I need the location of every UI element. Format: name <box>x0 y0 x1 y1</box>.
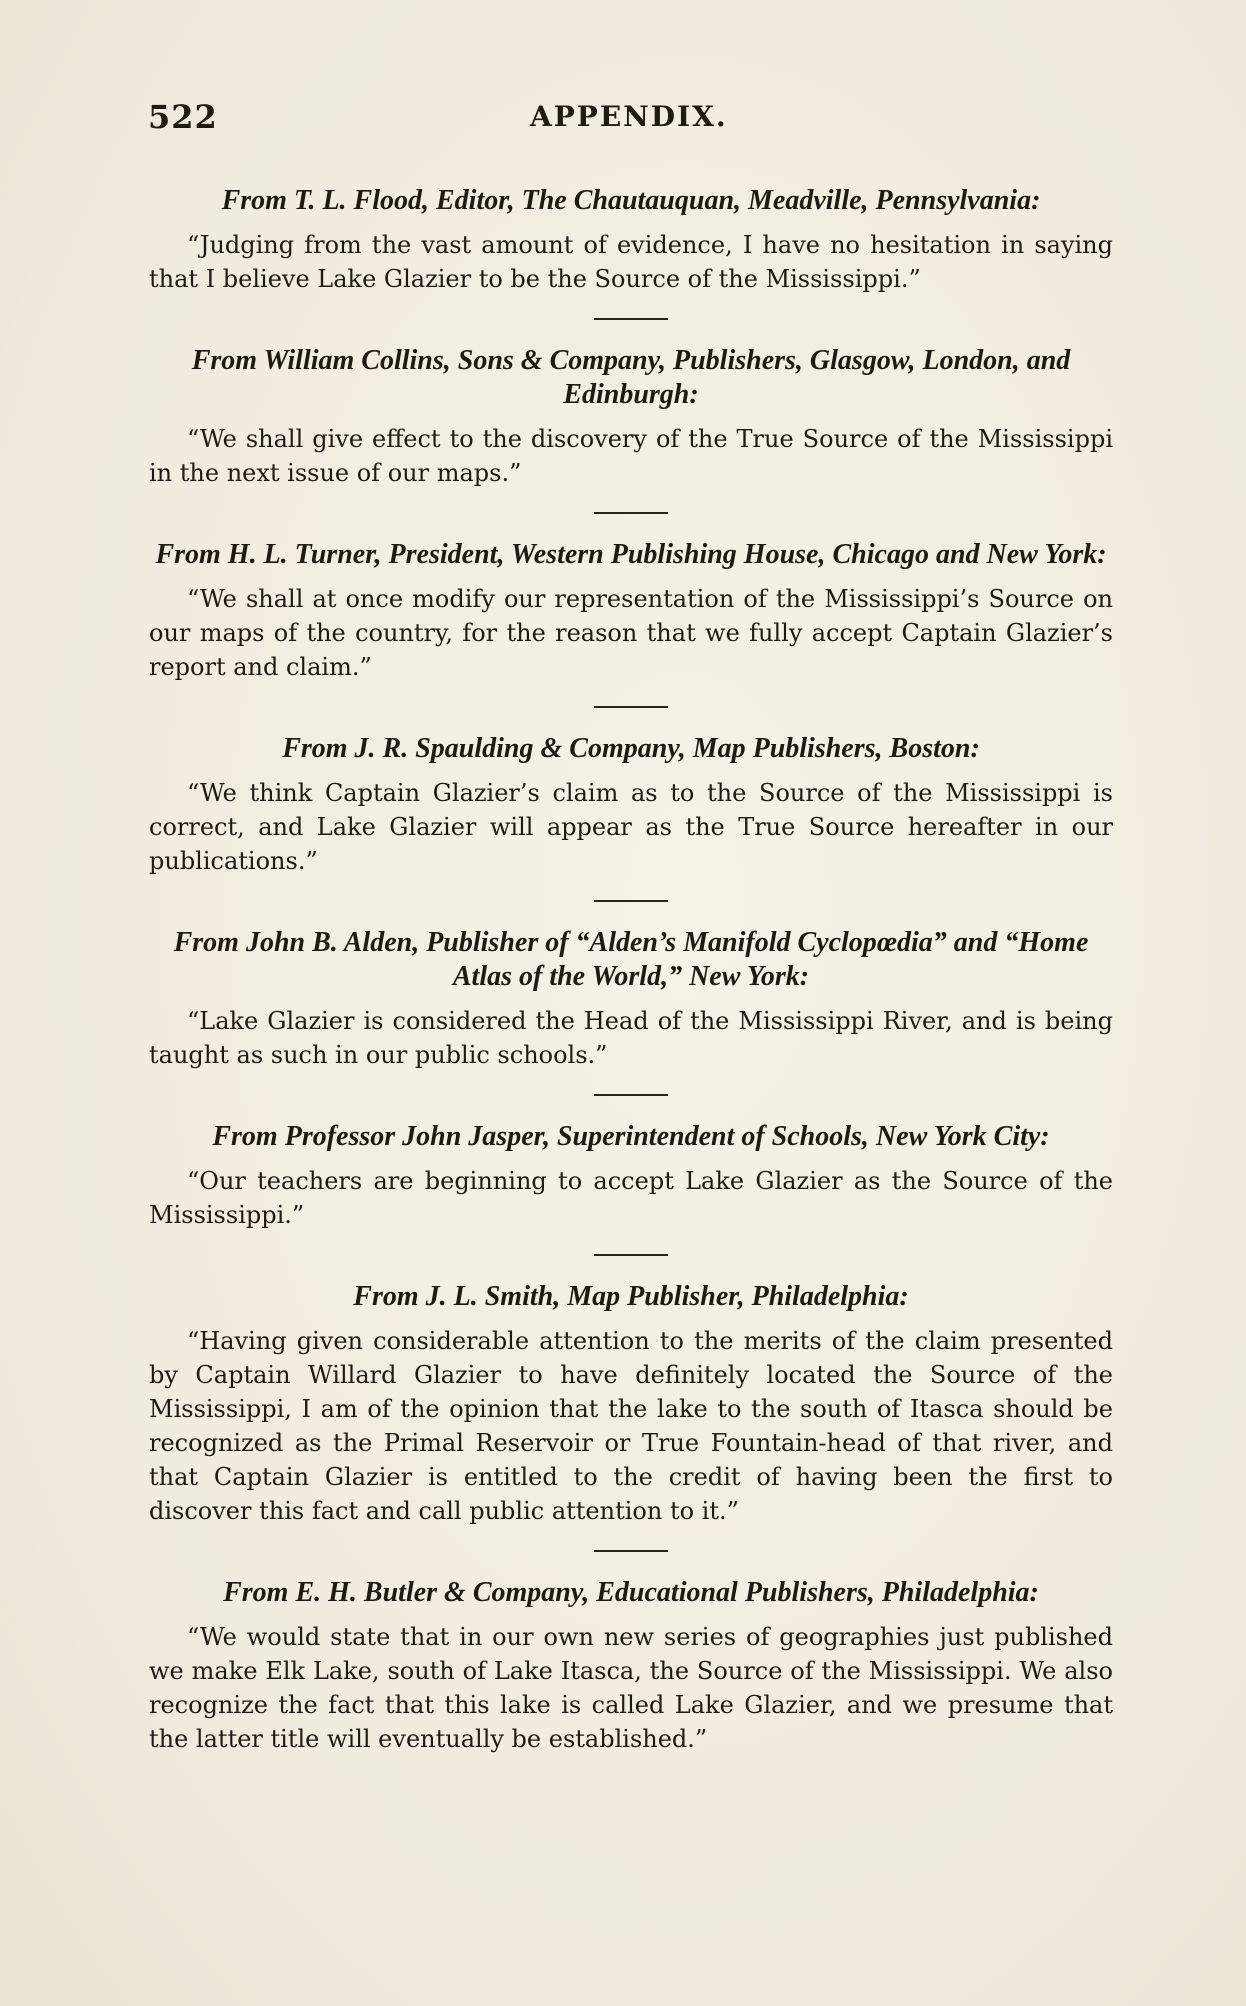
section-divider <box>594 1254 668 1256</box>
section-divider <box>594 512 668 514</box>
section-divider <box>594 318 668 320</box>
testimonial-quote: “We would state that in our own new series of geographies just published we make Elk Lake, south of Lake Itasca, the Source of the Mississippi. We also recognize the fact that this lake is called Lake Glazier, and we presume that the latter title will eventually be established.” <box>149 1623 1113 1753</box>
testimonial-entry <box>149 538 1113 684</box>
testimonial-attribution: From J. R. Spaulding & Company, Map Publishers, Boston: <box>282 733 980 764</box>
testimonial-attribution: From E. H. Butler & Company, Educational Publishers, Philadelphia: <box>223 1577 1039 1608</box>
testimonial-entry <box>149 1120 1113 1232</box>
testimonial-attribution: From H. L. Turner, President, Western Publishing House, Chicago and New York: <box>155 539 1107 570</box>
page-number: 522 <box>148 98 218 136</box>
testimonial-attribution: From J. L. Smith, Map Publisher, Philadelphia: <box>353 1281 909 1312</box>
section-divider <box>594 1550 668 1552</box>
testimonial-entry <box>149 926 1113 1072</box>
testimonial-quote: “Our teachers are beginning to accept Lake Glazier as the Source of the Mississippi.” <box>149 1167 1113 1229</box>
section-divider <box>594 706 668 708</box>
testimonial-quote: “Having given considerable attention to the merits of the claim presented by Captain Willard Glazier to have definitely located the Source of the Mississippi, I am of the opinion that the lake to the south of Itasca should be recognized as the Primal Reservoir or True Fountain-head of that river, and that Captain Glazier is entitled to the credit of having been the first to discover this fact and call public attention to it.” <box>149 1327 1113 1525</box>
testimonial-entry <box>149 184 1113 296</box>
testimonial-quote: “Judging from the vast amount of evidence, I have no hesitation in saying that I believe Lake Glazier to be the Source of the Mississippi.” <box>149 231 1113 293</box>
testimonial-entry <box>149 344 1113 490</box>
testimonial-entry <box>149 1280 1113 1528</box>
testimonial-quote: “We shall give effect to the discovery of the True Source of the Mississippi in the next issue of our maps.” <box>149 425 1113 487</box>
testimonial-quote: “Lake Glazier is considered the Head of the Mississippi River, and is being taught as such in our public schools.” <box>149 1007 1113 1069</box>
testimonial-entry <box>149 1576 1113 1756</box>
testimonial-quote: “We shall at once modify our representation of the Mississippi’s Source on our maps of the country, for the reason that we fully accept Captain Glazier’s report and claim.” <box>149 585 1113 681</box>
testimonial-attribution: From John B. Alden, Publisher of “Alden’s Manifold Cyclopœdia” and “Home Atlas of the World,” New York: <box>173 927 1089 992</box>
testimonial-attribution: From William Collins, Sons & Company, Publishers, Glasgow, London, and Edinburgh: <box>191 345 1071 410</box>
running-head <box>148 98 1110 148</box>
section-divider <box>594 900 668 902</box>
testimonial-quote: “We think Captain Glazier’s claim as to the Source of the Mississippi is correct, and Lake Glazier will appear as the True Source hereafter in our publications.” <box>149 779 1113 875</box>
running-title: APPENDIX. <box>530 100 728 133</box>
testimonial-attribution: From Professor John Jasper, Superintendent of Schools, New York City: <box>212 1121 1050 1152</box>
text-column <box>149 184 1113 1756</box>
section-divider <box>594 1094 668 1096</box>
testimonial-entry <box>149 732 1113 878</box>
testimonial-attribution: From T. L. Flood, Editor, The Chautauquan, Meadville, Pennsylvania: <box>221 185 1041 216</box>
